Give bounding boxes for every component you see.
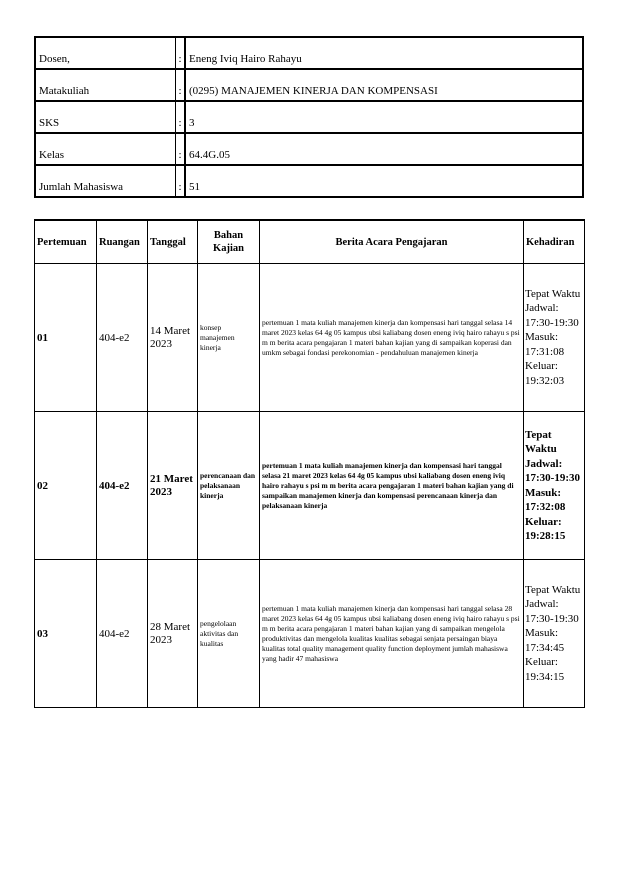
info-value: 3 <box>185 101 583 133</box>
cell-berita-acara: pertemuan 1 mata kuliah manajemen kinerja dan kompensasi hari tanggal selasa 21 maret 2023 kelas 64 4g 05 kampus ubsi kaliabang dosen eneng iviq hairo rahayu s psi m m berita acara pengajaran 1 materi bahan kajian yang di sampaikan manajemen kinerja dan kompensasi perencanaan kinerja dan pelaksanaan kinerja <box>260 412 524 560</box>
course-info-table <box>34 36 584 198</box>
table-row <box>35 560 585 708</box>
info-value: 64.4G.05 <box>185 133 583 165</box>
cell-pertemuan: 03 <box>35 560 97 708</box>
header-ruangan: Ruangan <box>97 220 148 264</box>
table-header-row <box>35 220 585 264</box>
cell-bahan-kajian: pengelolaan aktivitas dan kualitas <box>198 560 260 708</box>
cell-bahan-kajian: perencanaan dan pelaksanaan kinerja <box>198 412 260 560</box>
info-value: Eneng Iviq Hairo Rahayu <box>185 37 583 69</box>
info-value: (0295) MANAJEMEN KINERJA DAN KOMPENSASI <box>185 69 583 101</box>
cell-pertemuan: 01 <box>35 264 97 412</box>
info-row-dosen <box>35 37 583 69</box>
info-label: Jumlah Mahasiswa <box>35 165 176 197</box>
info-row-kelas <box>35 133 583 165</box>
cell-tanggal: 21 Maret 2023 <box>148 412 198 560</box>
cell-ruangan: 404-e2 <box>97 560 148 708</box>
cell-bahan-kajian: konsep manajemen kinerja <box>198 264 260 412</box>
cell-kehadiran: Tepat Waktu Jadwal: 17:30-19:30 Masuk: 17:31:08 Keluar: 19:32:03 <box>524 264 585 412</box>
info-separator: : <box>176 133 186 165</box>
info-row-sks <box>35 101 583 133</box>
cell-tanggal: 14 Maret 2023 <box>148 264 198 412</box>
info-label: SKS <box>35 101 176 133</box>
info-label: Dosen, <box>35 37 176 69</box>
cell-tanggal: 28 Maret 2023 <box>148 560 198 708</box>
info-label: Matakuliah <box>35 69 176 101</box>
cell-pertemuan: 02 <box>35 412 97 560</box>
header-pertemuan: Pertemuan <box>35 220 97 264</box>
cell-berita-acara: pertemuan 1 mata kuliah manajemen kinerja dan kompensasi hari tanggal selasa 14 maret 2023 kelas 64 4g 05 kampus ubsi kaliabang dosen eneng iviq hairo rahayu s psi m m berita acara pengajaran 1 materi bahan kajian yang di sampaikan koperasi dan umkm sebagai fondasi perekonomian - pendahuluan manajemen kinerja <box>260 264 524 412</box>
cell-ruangan: 404-e2 <box>97 264 148 412</box>
info-separator: : <box>176 165 186 197</box>
cell-ruangan: 404-e2 <box>97 412 148 560</box>
table-row <box>35 412 585 560</box>
cell-berita-acara: pertemuan 1 mata kuliah manajemen kinerja dan kompensasi hari tanggal selasa 28 maret 2023 kelas 64 4g 05 kampus ubsi kaliabang dosen eneng iviq hairo rahayu s psi m m berita acara pengajaran 1 materi bahan kajian yang di sampaikan mengelola produktivitas dan mengelola kualitas kualitas sebagai senjata persaingan biaya kualitas total quality management quality function deployment jumlah mahasiswa yang hadir 47 mahasiswa <box>260 560 524 708</box>
header-tanggal: Tanggal <box>148 220 198 264</box>
info-row-jumlah-mahasiswa <box>35 165 583 197</box>
table-row <box>35 264 585 412</box>
info-row-matakuliah <box>35 69 583 101</box>
info-separator: : <box>176 69 186 101</box>
info-value: 51 <box>185 165 583 197</box>
header-kehadiran: Kehadiran <box>524 220 585 264</box>
header-bahan-kajian: Bahan Kajian <box>198 220 260 264</box>
cell-kehadiran: Tepat Waktu Jadwal: 17:30-19:30 Masuk: 17:34:45 Keluar: 19:34:15 <box>524 560 585 708</box>
header-berita-acara: Berita Acara Pengajaran <box>260 220 524 264</box>
cell-kehadiran: Tepat Waktu Jadwal: 17:30-19:30 Masuk: 17:32:08 Keluar: 19:28:15 <box>524 412 585 560</box>
info-separator: : <box>176 37 186 69</box>
meetings-table <box>34 219 585 708</box>
info-separator: : <box>176 101 186 133</box>
info-label: Kelas <box>35 133 176 165</box>
